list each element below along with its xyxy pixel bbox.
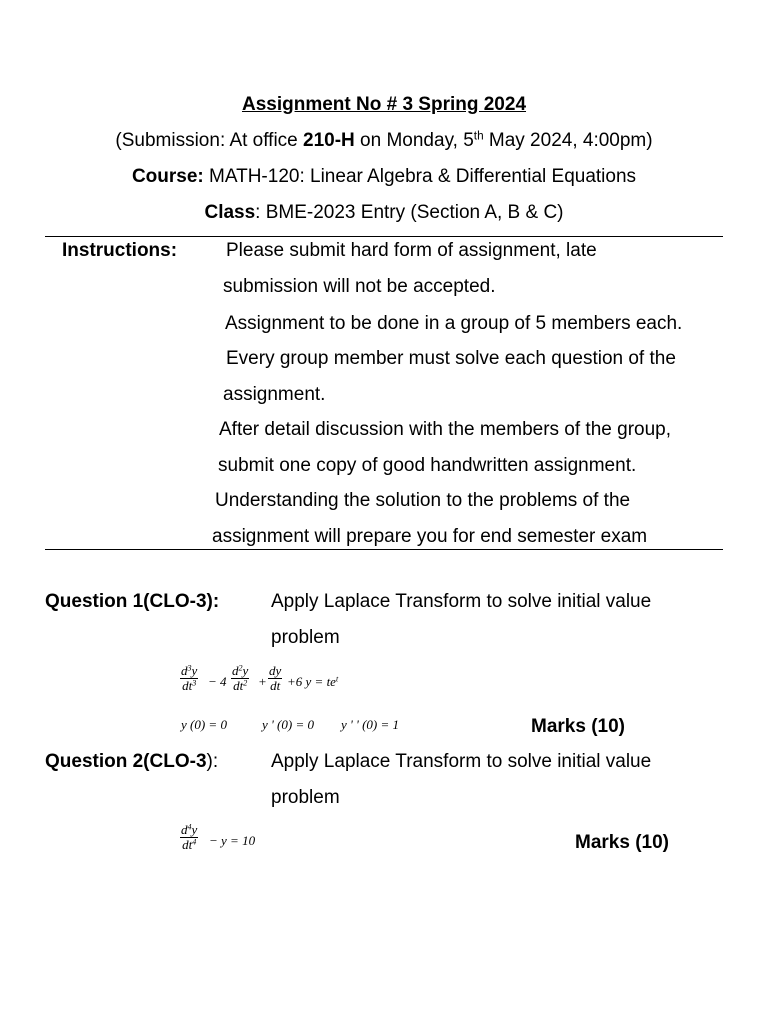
instruction-line-9: assignment will prepare you for end semester exam bbox=[212, 526, 648, 547]
instructions-top-rule bbox=[45, 236, 723, 237]
instructions-bottom-rule bbox=[45, 549, 723, 550]
q1-t1-num: d bbox=[181, 663, 188, 678]
submission-mid: on Monday, 5 bbox=[354, 130, 474, 151]
question-2-label-suffix: ): bbox=[206, 751, 219, 772]
question-1-label: Question 1(CLO-3): bbox=[45, 591, 220, 612]
q1-op1: − 4 bbox=[208, 674, 227, 689]
q2-rest: − y = 10 bbox=[209, 833, 256, 848]
q1-condition-1: y (0) = 0 bbox=[181, 717, 227, 732]
question-2-label bbox=[45, 751, 218, 773]
instruction-line-7: submit one copy of good handwritten assignment. bbox=[218, 455, 637, 476]
instruction-line-3: Assignment to be done in a group of 5 members each. bbox=[225, 313, 683, 334]
q1-t1-num-sup: 3 bbox=[187, 663, 192, 673]
q1-t2-num: d bbox=[232, 663, 239, 678]
class-line bbox=[0, 202, 768, 224]
instruction-line-8: Understanding the solution to the problems of the bbox=[215, 490, 631, 511]
instruction-line-5: assignment. bbox=[223, 384, 326, 405]
instruction-line-6: After detail discussion with the members of the group, bbox=[219, 419, 672, 440]
q1-op2: + bbox=[258, 674, 267, 689]
question-2-label-text: Question 2(CLO-3 bbox=[45, 751, 207, 772]
q1-t1-den-sup: 3 bbox=[192, 678, 197, 688]
q2-t1-den: dt bbox=[182, 837, 193, 852]
instructions-label: Instructions: bbox=[62, 240, 178, 261]
class-value: : BME-2023 Entry (Section A, B & C) bbox=[255, 202, 564, 223]
q1-t2-den: dt bbox=[233, 678, 244, 693]
submission-suffix: May 2024, 4:00pm) bbox=[483, 130, 653, 151]
q1-t1-den: dt bbox=[182, 678, 193, 693]
instruction-line-2: submission will not be accepted. bbox=[223, 276, 496, 297]
question-2-text-line-2: problem bbox=[271, 787, 340, 808]
submission-sup: th bbox=[473, 129, 484, 143]
q1-t3-den: dt bbox=[270, 678, 281, 693]
course-line bbox=[0, 166, 768, 188]
q2-t1-den-sup: 4 bbox=[192, 837, 197, 847]
q1-term-dy bbox=[268, 664, 282, 693]
q1-term-d3y bbox=[180, 664, 198, 693]
q1-t2-num-var: y bbox=[242, 663, 249, 678]
instruction-line-1: Please submit hard form of assignment, late bbox=[226, 240, 597, 261]
q1-t3-num: dy bbox=[269, 663, 282, 678]
q2-t1-num-var: y bbox=[191, 822, 198, 837]
q1-t1-num-var: y bbox=[191, 663, 198, 678]
q2-term-d4y bbox=[180, 823, 198, 852]
question-2-text-line-1: Apply Laplace Transform to solve initial value bbox=[271, 751, 652, 772]
q2-t1-num: d bbox=[181, 822, 188, 837]
course-value: MATH-120: Linear Algebra & Differential Equations bbox=[203, 166, 637, 187]
q1-rest-text: +6 y = te bbox=[287, 674, 336, 689]
submission-office: 210-H bbox=[303, 130, 355, 151]
question-1-marks: Marks (10) bbox=[531, 716, 625, 737]
q1-condition-2: y ' (0) = 0 bbox=[262, 717, 314, 732]
instruction-line-4: Every group member must solve each question of the bbox=[226, 348, 676, 369]
submission-prefix: (Submission: At office bbox=[115, 130, 304, 151]
class-label: Class bbox=[204, 202, 256, 223]
question-1-text-line-1: Apply Laplace Transform to solve initial value bbox=[271, 591, 652, 612]
q1-rest bbox=[287, 674, 338, 690]
course-label: Course: bbox=[131, 166, 204, 187]
question-1-text-line-2: problem bbox=[271, 627, 340, 648]
q1-condition-3: y ' ' (0) = 1 bbox=[341, 717, 400, 732]
q1-rest-sup: t bbox=[335, 674, 339, 684]
assignment-title: Assignment No # 3 Spring 2024 bbox=[241, 94, 527, 115]
q2-t1-num-sup: 4 bbox=[187, 822, 192, 832]
submission-line bbox=[0, 130, 768, 152]
question-2-marks: Marks (10) bbox=[575, 832, 669, 853]
q1-t2-num-sup: 2 bbox=[238, 663, 243, 673]
q1-term-d2y bbox=[231, 664, 249, 693]
q1-t2-den-sup: 2 bbox=[243, 678, 248, 688]
